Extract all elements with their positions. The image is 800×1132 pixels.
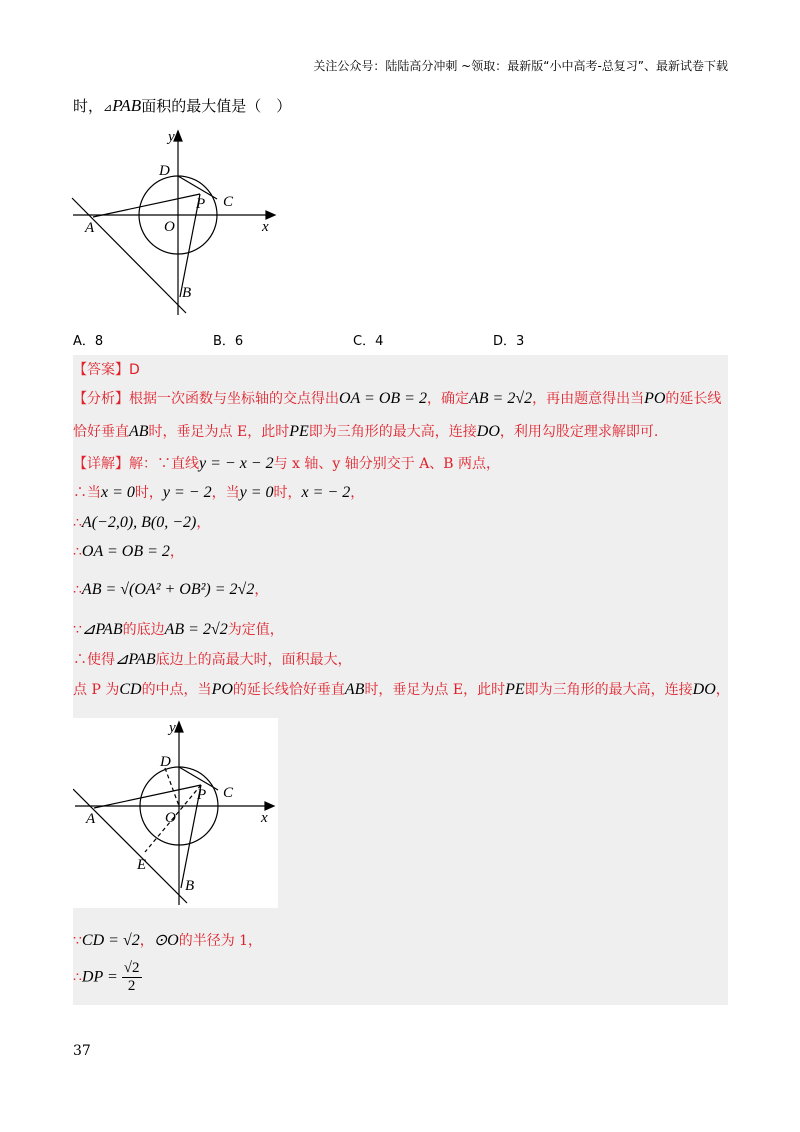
triangle-name: PAB: [112, 96, 142, 115]
detail-text: 时，垂足为点 E，此时: [364, 682, 506, 698]
page-header: 关注公众号：陆陆高分冲刺 ~领取：最新版“小中高考-总复习”、最新试卷下载: [313, 59, 728, 73]
label-e: E: [137, 857, 147, 873]
label-o: O: [165, 810, 176, 826]
detail-text: ，当: [211, 485, 240, 501]
math-expr: y = − 2: [162, 484, 212, 501]
detail-text: 底边上的高最大时，面积最大，: [155, 652, 352, 668]
math-expr: ⊿PAB: [115, 651, 156, 668]
math-expr: PO: [644, 390, 666, 407]
answer-value: D: [129, 362, 140, 378]
math-expr: ⊙O: [153, 932, 179, 949]
analysis-text: 的延长线: [665, 391, 722, 407]
detail-text: ∴: [73, 544, 82, 560]
figure-2: [73, 718, 278, 908]
label-b: B: [185, 878, 195, 894]
detail-label: 【详解】: [73, 456, 129, 472]
math-expr: OA = OB = 2: [339, 390, 427, 407]
math-expr: AB = 2√2: [164, 621, 228, 638]
detail-text: ∴: [73, 969, 82, 986]
detail-text: 与 x 轴、y 轴分别交于 A、B 两点，: [273, 456, 501, 472]
detail-text: 时，: [273, 485, 302, 501]
detail-text: ，: [254, 582, 269, 598]
detail-text: 的延长线恰好垂直: [232, 682, 345, 698]
label-p: P: [197, 787, 207, 803]
math-expr: y = 0: [239, 484, 274, 501]
detail-text: ∴: [73, 515, 82, 531]
detail-text: 的半径为 1，: [178, 933, 263, 949]
option-c: C．4: [353, 334, 384, 349]
figure-1: [70, 125, 280, 320]
detail-text: 点 P 为: [73, 682, 120, 698]
answer-line: [73, 359, 140, 379]
detail-text: ，: [139, 933, 154, 949]
question-stem: [73, 95, 291, 116]
detail-line-9: [73, 930, 262, 950]
label-x: x: [262, 219, 269, 235]
detail-text: 即为三角形的最大高，连接: [524, 682, 693, 698]
math-expr: CD: [119, 681, 142, 698]
fraction-denominator: 2: [127, 978, 136, 994]
math-expr: DO: [692, 681, 716, 698]
math-expr: A(−2,0), B(0, −2): [81, 514, 197, 531]
answer-label: 【答案】: [73, 362, 129, 378]
analysis-text: 恰好垂直: [73, 424, 129, 440]
detail-text: 的中点，当: [141, 682, 212, 698]
detail-text: ∴: [73, 582, 82, 598]
triangle-symbol: ⊿: [103, 101, 113, 114]
math-expr: CD = √2: [81, 932, 140, 949]
option-a: A．8: [73, 334, 104, 349]
detail-text: 解：∵直线: [129, 456, 199, 472]
detail-line-2: [73, 482, 364, 502]
math-expr: x = − 2: [301, 484, 351, 501]
line-pa: [94, 785, 201, 808]
label-a: A: [86, 811, 96, 827]
math-expr: DP =: [81, 968, 122, 986]
label-p: P: [196, 196, 206, 212]
math-expr: x = 0: [101, 484, 135, 501]
option-b: B．6: [213, 334, 244, 349]
analysis-text: 时，垂足为点 E，此时: [148, 424, 290, 440]
label-d: D: [160, 754, 171, 770]
detail-text: ∵: [73, 622, 82, 638]
question-suffix: 面积的最大值是（ ）: [141, 97, 292, 115]
detail-text: ，: [196, 515, 211, 531]
math-expr: PE: [505, 681, 525, 698]
label-y: y: [168, 129, 175, 145]
math-expr: AB = 2√2: [468, 390, 533, 407]
question-prefix: 时，: [73, 97, 104, 115]
label-d: D: [159, 163, 170, 179]
math-expr: AB: [129, 423, 149, 440]
math-expr: PO: [211, 681, 233, 698]
line-do: [165, 768, 179, 806]
detail-line-1: [73, 453, 500, 473]
detail-text: ，: [350, 485, 365, 501]
analysis-line-1: [73, 388, 721, 408]
analysis-text: 根据一次函数与坐标轴的交点得出: [129, 391, 339, 407]
math-expr: ⊿PAB: [81, 621, 123, 638]
label-c: C: [223, 785, 234, 801]
analysis-text: ，利用勾股定理求解即可.: [499, 424, 659, 440]
detail-text: ，: [169, 544, 184, 560]
detail-text: ，: [715, 682, 730, 698]
math-expr: OA = OB = 2: [81, 543, 170, 560]
detail-line-3: [73, 512, 210, 532]
math-expr: y = − x − 2: [199, 455, 274, 472]
detail-line-4: [73, 541, 184, 561]
label-y: y: [169, 720, 176, 736]
detail-line-10: [73, 960, 142, 1000]
line-pa: [93, 194, 200, 217]
detail-line-5: [73, 579, 268, 599]
label-o: O: [164, 219, 175, 235]
detail-text: ∴使得: [73, 652, 115, 668]
label-b: B: [182, 285, 192, 301]
label-x: x: [261, 810, 268, 826]
analysis-label: 【分析】: [73, 391, 129, 407]
analysis-line-2: [73, 421, 658, 441]
detail-text: 时，: [134, 485, 163, 501]
detail-line-6: [73, 619, 284, 639]
detail-text: 的底边: [122, 622, 165, 638]
page-number: 37: [73, 1043, 91, 1059]
fraction: [122, 960, 142, 995]
analysis-text: ，确定: [426, 391, 469, 407]
math-expr: PE: [289, 423, 309, 440]
detail-line-7: [73, 649, 352, 669]
answer-panel: [73, 355, 728, 1005]
label-c: C: [223, 194, 234, 210]
detail-text: ∵: [73, 933, 82, 949]
analysis-text: 即为三角形的最大高，连接: [308, 424, 477, 440]
detail-text: 为定值，: [227, 622, 284, 638]
math-expr: DO: [476, 423, 500, 440]
math-expr: AB = √(OA² + OB²) = 2√2: [81, 581, 255, 598]
label-a: A: [85, 220, 95, 236]
math-expr: AB: [344, 681, 365, 698]
detail-line-8: [73, 679, 730, 699]
detail-text: ∴当: [73, 485, 101, 501]
analysis-text: ，再由题意得出当: [532, 391, 645, 407]
option-d: D．3: [493, 334, 525, 349]
fraction-numerator: √2: [123, 960, 140, 976]
